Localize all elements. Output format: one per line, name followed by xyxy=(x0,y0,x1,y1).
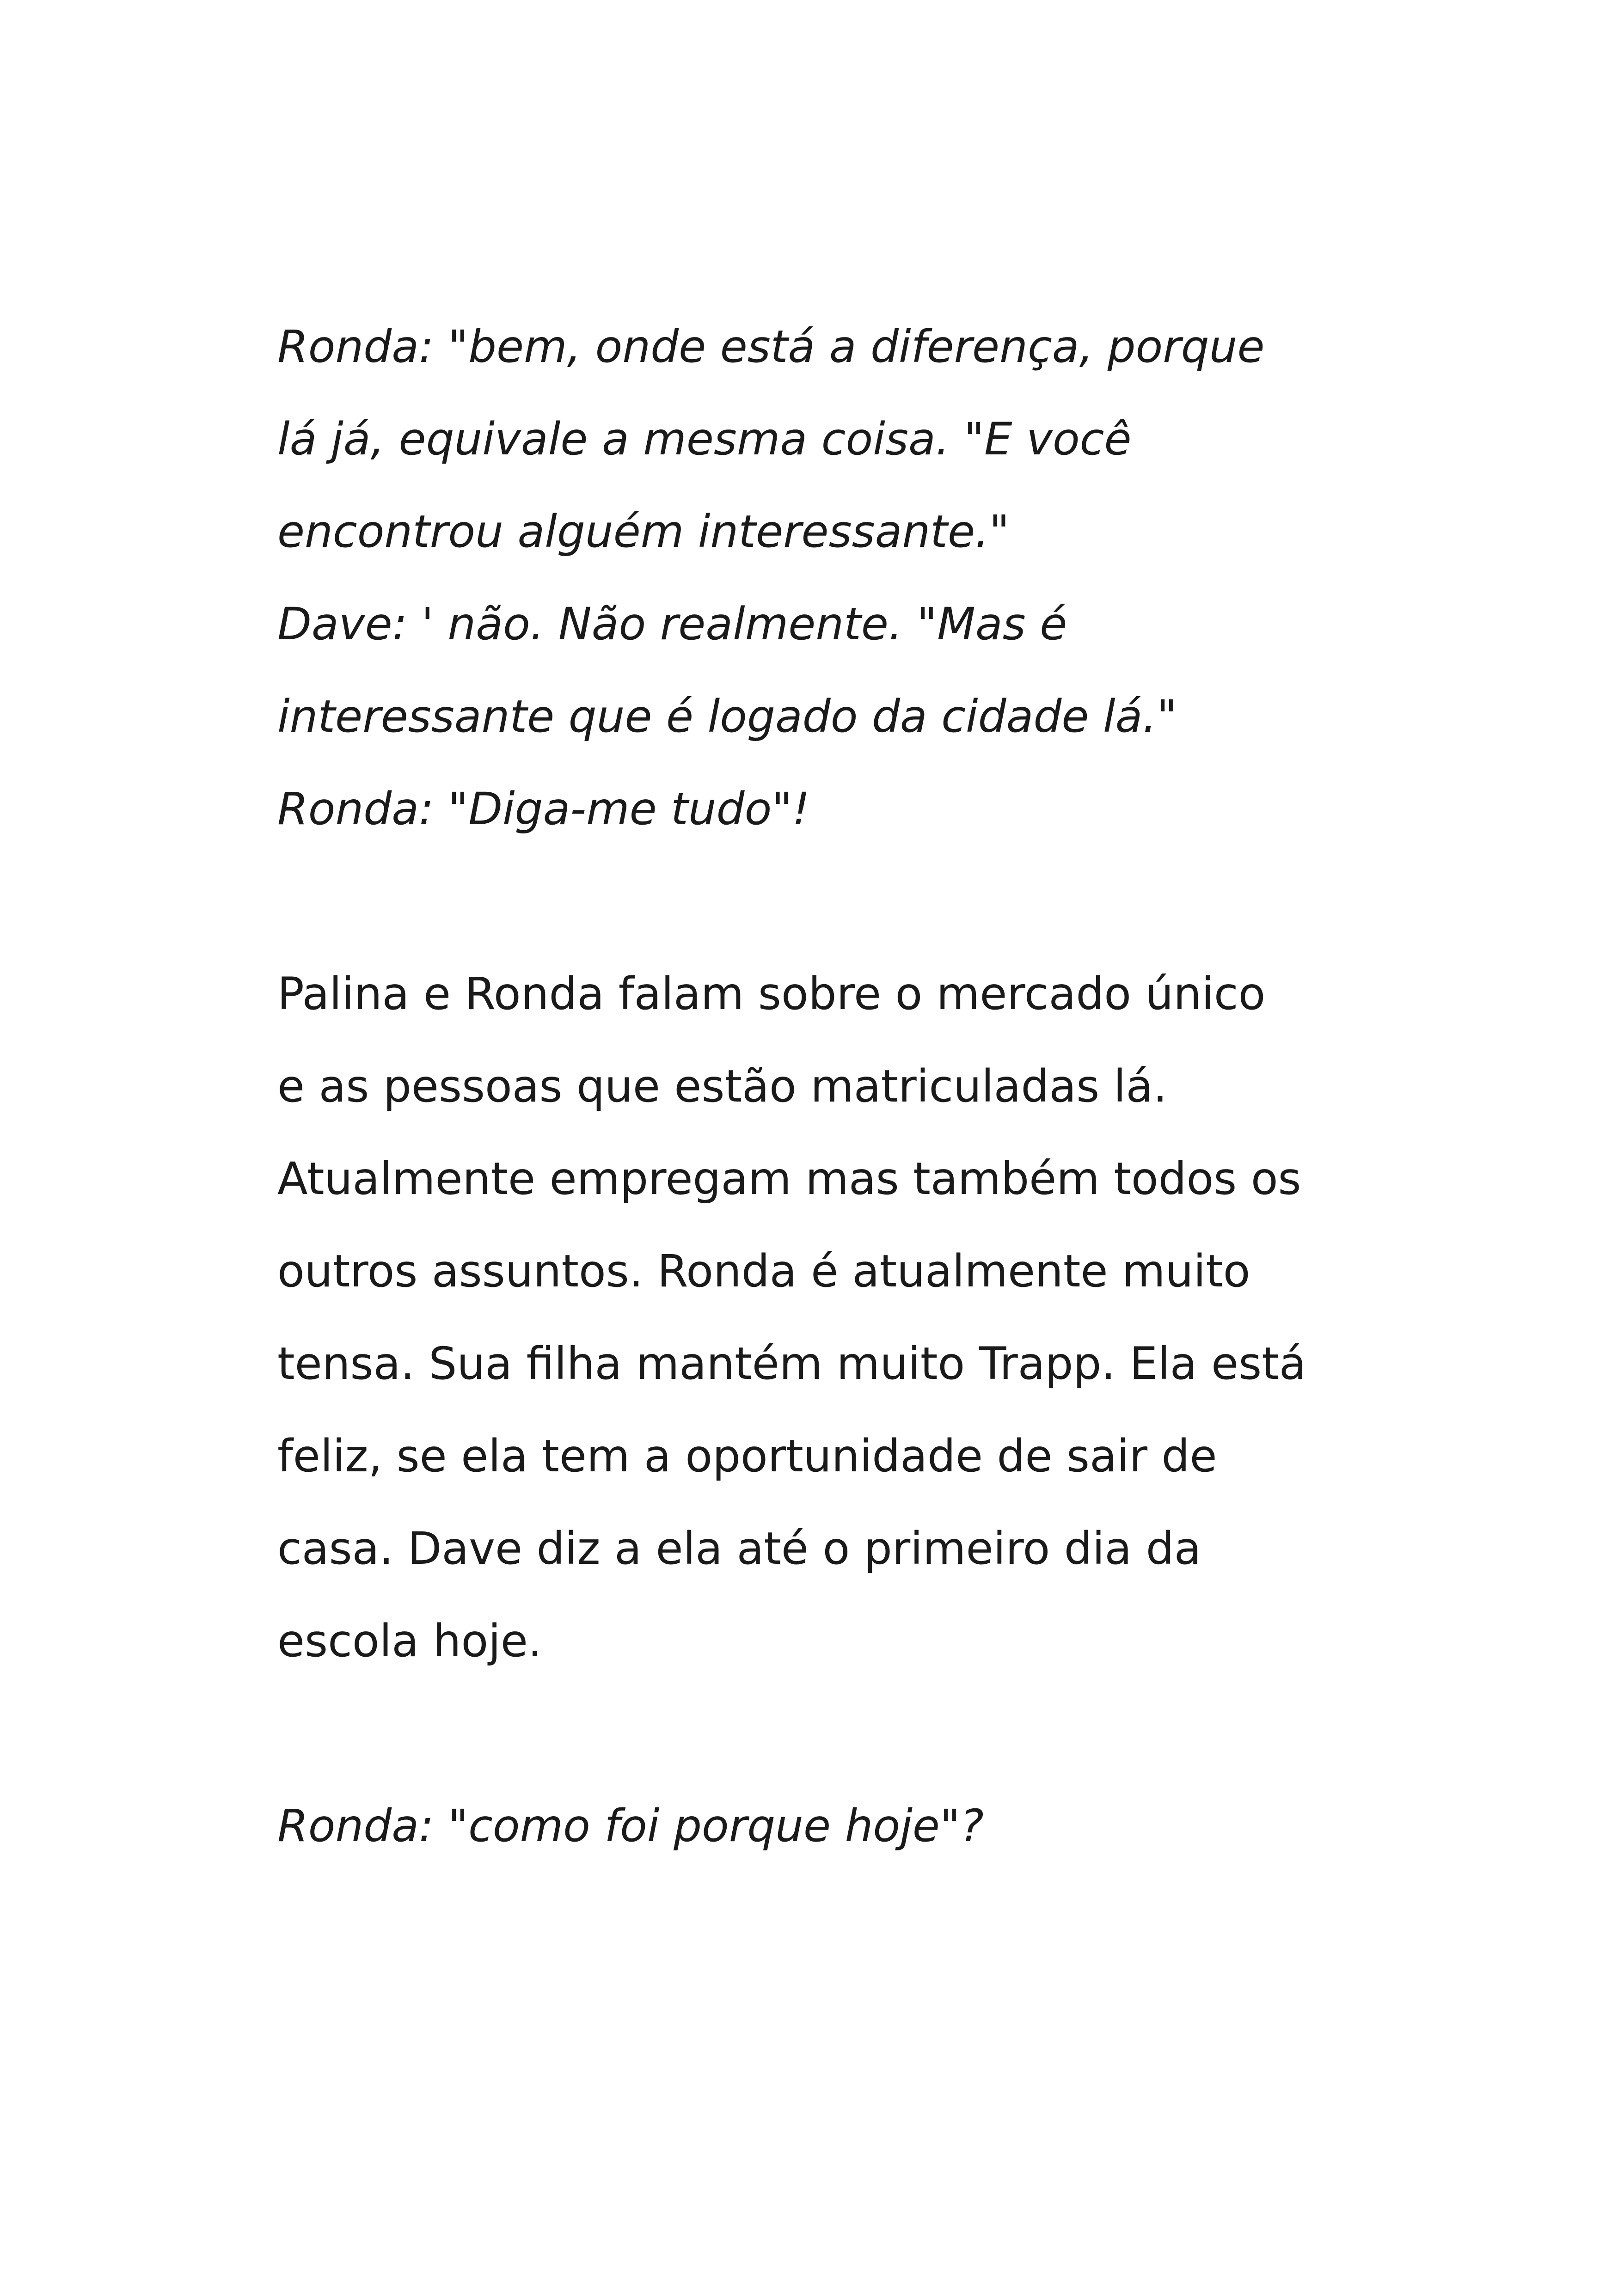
narration-line: outros assuntos. Ronda é atualmente muito xyxy=(277,1245,1250,1297)
dialogue-line: encontrou alguém interessante." xyxy=(277,506,1010,557)
narration-line: tensa. Sua filha mantém muito Trapp. Ela está xyxy=(277,1338,1306,1390)
narration-line: casa. Dave diz a ela até o primeiro dia da xyxy=(277,1523,1201,1574)
dialogue-line: Ronda: "Diga-me tudo"! xyxy=(277,783,810,835)
dialogue-line: Ronda: "bem, onde está a diferença, porque xyxy=(277,321,1265,373)
dialogue-line: lá já, equivale a mesma coisa. "E você xyxy=(277,413,1132,465)
dialogue-block xyxy=(277,300,1410,855)
narration-paragraph xyxy=(277,948,1410,1687)
dialogue-block xyxy=(277,1780,1410,1872)
dialogue-line: interessante que é logado da cidade lá." xyxy=(277,691,1177,742)
narration-line: escola hoje. xyxy=(277,1615,542,1667)
dialogue-line: Dave: ' não. Não realmente. "Mas é xyxy=(277,598,1067,650)
dialogue-line: Ronda: "como foi porque hoje"? xyxy=(277,1800,984,1852)
narration-line: Palina e Ronda falam sobre o mercado único xyxy=(277,968,1266,1020)
narration-line: Atualmente empregam mas também todos os xyxy=(277,1153,1301,1205)
narration-line: e as pessoas que estão matriculadas lá. xyxy=(277,1060,1167,1112)
narration-line: feliz, se ela tem a oportunidade de sair de xyxy=(277,1430,1217,1482)
